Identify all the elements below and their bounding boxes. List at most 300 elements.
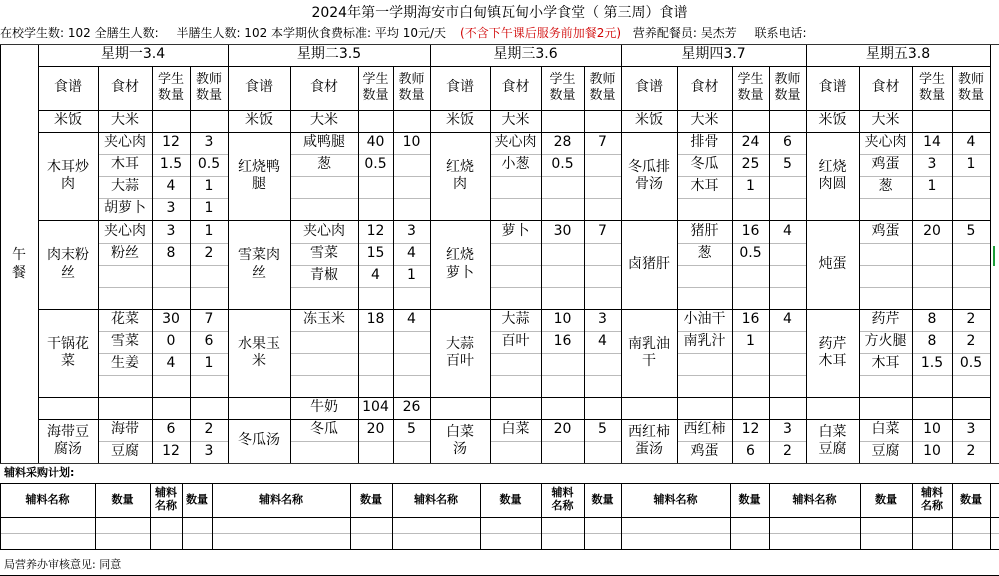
teacher-qty: 7	[204, 311, 214, 328]
review-opinion: 局营养办审核意见: 同意	[4, 557, 122, 571]
ingredient-name: 咸鸭腿	[303, 134, 345, 151]
student-qty	[541, 353, 584, 375]
teacher-qty: 4	[783, 311, 792, 328]
ingredient-name: 大蒜	[501, 311, 530, 328]
grid-line	[430, 132, 621, 133]
student-qty: 18	[366, 311, 385, 328]
student-qty: 20	[366, 421, 385, 438]
col-header-students: 学生 数量	[157, 72, 184, 103]
rice-dish: 米饭	[245, 112, 273, 129]
student-qty	[358, 198, 393, 220]
grid-line	[490, 243, 621, 244]
grid-line	[677, 198, 806, 199]
col-header-ingredient: 食材	[871, 79, 900, 96]
grid-line	[98, 353, 228, 354]
grid-line	[730, 483, 731, 549]
student-qty: 1	[746, 178, 755, 195]
grid-line	[621, 132, 806, 133]
student-qty: 3	[927, 156, 937, 173]
teacher-qty: 7	[598, 222, 607, 239]
ingredient-name: 鸡蛋	[871, 222, 900, 239]
student-qty: 104	[362, 399, 389, 416]
ingredient-name	[290, 375, 358, 397]
ingredient-name: 雪菜	[111, 333, 139, 350]
student-qty	[358, 331, 393, 353]
ingredient-name: 粉丝	[111, 245, 139, 262]
student-qty: 1	[746, 333, 755, 350]
student-qty	[541, 243, 584, 265]
grid-line	[0, 44, 999, 45]
teacher-qty	[952, 287, 990, 309]
ingredient-name: 葱	[878, 178, 893, 195]
ingredient-name: 牛奶	[310, 399, 338, 416]
dish-name: 冬瓜汤	[238, 432, 280, 449]
grid-line	[677, 66, 678, 463]
meal-label: 午 餐	[12, 247, 26, 281]
grid-line	[290, 375, 430, 376]
grid-line	[228, 132, 430, 133]
ingredient-name	[859, 287, 912, 309]
student-qty: 16	[553, 333, 572, 350]
teacher-qty	[190, 375, 228, 397]
grid-line	[806, 44, 807, 463]
ingredient-name: 白菜	[501, 421, 530, 438]
rice-ingredient: 大米	[690, 112, 719, 129]
ingredient-name	[490, 287, 541, 309]
dish-name: 海带豆 腐汤	[47, 423, 89, 457]
grid-line	[350, 483, 351, 549]
grid-line	[98, 154, 228, 155]
grid-line	[732, 66, 733, 463]
ingredient-name: 木耳	[690, 178, 719, 195]
aux-header: 辅料名称	[792, 492, 837, 506]
grid-line	[393, 66, 394, 463]
col-header-dish: 食谱	[245, 79, 273, 96]
student-qty	[152, 287, 190, 309]
teacher-qty: 1	[966, 156, 976, 173]
teacher-qty	[952, 375, 990, 397]
student-qty	[912, 265, 952, 287]
grid-line	[806, 419, 990, 420]
teacher-qty: 5	[966, 222, 976, 239]
teacher-qty	[769, 265, 806, 287]
student-qty	[152, 265, 190, 287]
student-qty	[732, 375, 769, 397]
teacher-qty: 1	[204, 178, 214, 195]
ingredient-name: 白菜	[871, 421, 900, 438]
teacher-qty: 1	[204, 200, 214, 217]
ingredient-name: 海带	[111, 421, 139, 438]
grid-line	[912, 483, 913, 549]
grid-line	[952, 483, 953, 549]
teacher-qty: 4	[783, 222, 792, 239]
col-header-dish: 食谱	[446, 79, 474, 96]
col-header-ingredient: 食材	[501, 79, 530, 96]
student-qty: 4	[166, 178, 176, 195]
grid-line	[430, 220, 621, 221]
col-header-teachers: 教师 数量	[398, 72, 425, 103]
aux-header: 辅料名称	[25, 492, 70, 506]
student-qty: 0.5	[364, 156, 387, 173]
dish-name: 肉末粉 丝	[47, 247, 89, 281]
ingredient-name	[677, 375, 732, 397]
dish-name: 冬瓜排 骨汤	[628, 158, 670, 192]
student-qty	[912, 198, 952, 220]
teacher-qty: 3	[407, 222, 416, 239]
ingredient-name	[859, 375, 912, 397]
info-line	[0, 24, 821, 44]
ingredient-name: 夹心肉	[303, 222, 345, 239]
grid-line	[990, 483, 991, 549]
teacher-qty: 5	[407, 421, 416, 438]
grid-line	[0, 483, 1, 549]
grid-line	[290, 154, 430, 155]
grid-line	[621, 309, 806, 310]
teacher-qty	[584, 176, 621, 198]
dish-name: 红烧 肉圆	[818, 158, 847, 192]
student-qty: 0	[166, 333, 176, 350]
student-qty: 8	[927, 333, 937, 350]
ingredient-name	[677, 265, 732, 287]
grid-line	[769, 483, 770, 549]
ingredient-name	[490, 265, 541, 287]
teacher-qty	[769, 287, 806, 309]
ingredient-name: 夹心肉	[494, 134, 537, 151]
grid-line	[38, 419, 228, 420]
grid-line	[806, 397, 990, 398]
teacher-qty	[769, 176, 806, 198]
dish-name: 红烧 萝卜	[446, 247, 474, 281]
teacher-qty: 3	[598, 311, 607, 328]
grid-line	[38, 66, 228, 67]
ingredient-name: 鸡蛋	[690, 443, 719, 460]
dish-name: 药芹 木耳	[818, 335, 847, 369]
dish-name: 干锅花 菜	[47, 335, 89, 369]
grid-line	[859, 353, 990, 354]
teacher-qty	[584, 198, 621, 220]
student-qty	[732, 353, 769, 375]
day-header: 星期四3.7	[681, 46, 746, 63]
ingredient-name: 南乳汁	[683, 333, 726, 350]
teacher-qty: 6	[783, 134, 792, 151]
rice-dish: 米饭	[446, 112, 474, 129]
grid-line	[95, 483, 96, 549]
grid-line	[290, 66, 291, 463]
col-header-teachers: 教师 数量	[589, 72, 616, 103]
student-qty: 12	[741, 421, 760, 438]
ingredient-name: 夹心肉	[104, 134, 146, 151]
ingredient-name: 木耳	[111, 156, 139, 173]
student-qty: 3	[166, 222, 176, 239]
grid-line	[859, 265, 990, 266]
ingredient-name	[290, 331, 358, 353]
dish-name: 卤猪肝	[628, 255, 670, 272]
teacher-qty	[769, 243, 806, 265]
teacher-qty: 1	[407, 267, 416, 284]
grid-line	[290, 198, 430, 199]
student-qty	[358, 176, 393, 198]
ingredient-name: 猪肝	[690, 222, 719, 239]
ingredient-name	[490, 243, 541, 265]
col-header-students: 学生 数量	[918, 72, 945, 103]
ingredient-name: 药芹	[871, 311, 900, 328]
ingredient-name	[490, 397, 541, 419]
rice-ingredient: 大米	[310, 112, 338, 129]
dish-name: 水果玉 米	[238, 335, 280, 369]
ingredient-name: 萝卜	[501, 222, 530, 239]
teacher-qty: 2	[204, 245, 214, 262]
teacher-qty	[952, 243, 990, 265]
grid-line	[430, 419, 621, 420]
student-qty: 20	[553, 421, 572, 438]
ingredient-name: 夹心肉	[104, 222, 146, 239]
teacher-qty	[393, 176, 430, 198]
grid-line	[621, 220, 806, 221]
student-qty: 30	[162, 311, 180, 328]
teacher-qty	[393, 331, 430, 353]
teacher-qty	[584, 397, 621, 419]
ingredient-name	[490, 198, 541, 220]
ingredient-name: 冬瓜	[690, 156, 719, 173]
fee-note: (不含下午课后服务前加餐2元)	[460, 26, 622, 40]
student-qty: 16	[741, 222, 760, 239]
grid-line	[98, 198, 228, 199]
student-qty: 1.5	[159, 156, 183, 173]
ingredient-name: 百叶	[501, 333, 530, 350]
grid-line	[621, 397, 806, 398]
teacher-qty: 3	[204, 134, 214, 151]
student-qty	[912, 287, 952, 309]
grid-line	[490, 331, 621, 332]
grid-line	[621, 483, 622, 549]
grid-line	[859, 331, 990, 332]
grid-line	[290, 176, 430, 177]
student-qty: 4	[371, 267, 380, 284]
col-header-teachers: 教师 数量	[957, 72, 984, 103]
teacher-qty	[952, 198, 990, 220]
grid-line	[98, 243, 228, 244]
grid-line	[228, 66, 430, 67]
student-qty	[152, 375, 190, 397]
aux-header: 辅料名称	[414, 492, 458, 506]
grid-line	[38, 44, 39, 463]
grid-line	[152, 66, 153, 463]
student-qty: 24	[741, 134, 760, 151]
grid-line	[490, 441, 621, 442]
student-qty: 1	[927, 178, 937, 195]
grid-line	[430, 44, 431, 463]
grid-line	[0, 549, 999, 550]
dish-name: 大蒜 百叶	[446, 335, 474, 369]
student-qty	[541, 198, 584, 220]
teacher-qty	[190, 397, 228, 419]
teacher-qty: 0.5	[197, 156, 221, 173]
student-qty	[912, 243, 952, 265]
grid-line	[98, 375, 228, 376]
grid-line	[98, 66, 99, 463]
ingredient-name: 豆腐	[871, 443, 900, 460]
dish-name: 红烧 肉	[446, 158, 474, 192]
col-header-teachers: 教师 数量	[195, 72, 222, 103]
student-qty: 10	[923, 443, 941, 460]
menu-table	[0, 44, 999, 570]
ingredient-name	[859, 198, 912, 220]
teacher-qty	[393, 375, 430, 397]
teacher-qty: 2	[783, 443, 792, 460]
teacher-qty: 5	[783, 156, 792, 173]
student-qty	[732, 397, 769, 419]
student-qty: 0.5	[551, 156, 574, 173]
student-qty	[541, 287, 584, 309]
ingredient-name: 鸡蛋	[871, 156, 900, 173]
teacher-qty	[952, 265, 990, 287]
grid-line	[38, 132, 228, 133]
ingredient-name	[490, 176, 541, 198]
ingredient-name	[98, 265, 152, 287]
aux-header: 辅料 名称	[155, 486, 177, 512]
student-qty: 28	[553, 134, 572, 151]
rice-ingredient: 大米	[871, 112, 900, 129]
grid-line	[859, 441, 990, 442]
rice-dish: 米饭	[54, 112, 82, 129]
student-qty: 14	[923, 134, 941, 151]
grid-line	[0, 44, 1, 463]
ingredient-name	[677, 353, 732, 375]
grid-line	[290, 287, 430, 288]
ingredient-name	[490, 375, 541, 397]
grid-line	[859, 154, 990, 155]
ingredient-name	[290, 287, 358, 309]
teacher-qty	[393, 353, 430, 375]
ingredient-name: 木耳	[871, 355, 900, 372]
student-qty: 0.5	[739, 245, 762, 262]
grid-line	[150, 483, 151, 549]
grid-line	[584, 483, 585, 549]
grid-line	[228, 397, 430, 398]
grid-line	[859, 287, 990, 288]
teacher-qty	[584, 375, 621, 397]
grid-line	[769, 66, 770, 463]
teacher-qty	[769, 198, 806, 220]
grid-line	[859, 176, 990, 177]
teacher-qty: 2	[204, 421, 214, 438]
grid-line	[98, 176, 228, 177]
grid-line	[290, 331, 430, 332]
ingredient-name: 雪菜	[310, 245, 338, 262]
teacher-qty: 10	[402, 134, 421, 151]
grid-line	[38, 309, 228, 310]
grid-line	[430, 309, 621, 310]
col-header-ingredient: 食材	[111, 79, 139, 96]
col-header-dish: 食谱	[54, 79, 82, 96]
student-qty	[732, 265, 769, 287]
grid-line	[212, 483, 213, 549]
grid-line	[290, 441, 430, 442]
teacher-qty: 3	[783, 421, 792, 438]
teacher-qty	[769, 397, 806, 419]
aux-header: 数量	[960, 492, 982, 506]
teacher-qty	[393, 287, 430, 309]
teacher-qty	[584, 441, 621, 463]
dish-name	[621, 397, 677, 419]
grid-line	[430, 110, 621, 111]
grid-line	[677, 331, 806, 332]
aux-header: 辅料名称	[653, 492, 698, 506]
col-header-students: 学生 数量	[737, 72, 764, 103]
grid-line	[677, 375, 806, 376]
grid-line	[621, 419, 806, 420]
grid-line	[290, 243, 430, 244]
student-qty: 12	[162, 443, 180, 460]
ingredient-name: 胡萝卜	[104, 200, 146, 217]
dish-name: 南乳油 干	[628, 335, 670, 369]
student-qty	[541, 375, 584, 397]
teacher-qty	[584, 154, 621, 176]
grid-line	[677, 265, 806, 266]
student-qty: 12	[162, 134, 180, 151]
ingredient-name	[290, 198, 358, 220]
grid-line	[430, 397, 621, 398]
dish-name: 雪菜肉 丝	[238, 247, 280, 281]
teacher-qty	[584, 353, 621, 375]
rice-ingredient: 大米	[501, 112, 530, 129]
student-qty	[912, 375, 952, 397]
ingredient-name	[290, 353, 358, 375]
ingredient-name: 生姜	[111, 355, 139, 372]
teacher-qty	[584, 287, 621, 309]
teacher-qty: 3	[966, 421, 976, 438]
teacher-qty: 1	[204, 222, 214, 239]
student-qty	[152, 397, 190, 419]
grid-line	[541, 483, 542, 549]
grid-line	[859, 243, 990, 244]
grid-line	[228, 419, 430, 420]
teacher-qty	[584, 265, 621, 287]
ingredient-name: 方火腿	[864, 333, 907, 350]
rice-ingredient: 大米	[111, 112, 139, 129]
student-qty: 6	[166, 421, 176, 438]
grid-line	[860, 483, 861, 549]
grid-line	[806, 309, 990, 310]
grid-line	[952, 66, 953, 463]
teacher-qty: 1	[204, 355, 214, 372]
grid-line	[490, 353, 621, 354]
student-qty	[732, 198, 769, 220]
grid-line	[541, 66, 542, 463]
dish-name: 红烧鸭 腿	[238, 158, 280, 192]
dish-name	[38, 397, 98, 419]
aux-header: 数量	[186, 492, 208, 506]
ingredient-name	[859, 265, 912, 287]
ingredient-name	[490, 441, 541, 463]
grid-line	[228, 44, 229, 463]
grid-line	[98, 287, 228, 288]
teacher-qty: 2	[966, 443, 976, 460]
teacher-qty	[769, 353, 806, 375]
student-qty	[541, 441, 584, 463]
dish-name: 炖蛋	[818, 255, 847, 272]
grid-line	[98, 331, 228, 332]
student-qty: 25	[741, 156, 760, 173]
ingredient-name: 小油干	[683, 311, 726, 328]
student-qty: 8	[927, 311, 937, 328]
student-qty: 8	[166, 245, 176, 262]
aux-header: 数量	[591, 492, 614, 506]
ingredient-name	[98, 397, 152, 419]
student-qty	[912, 397, 952, 419]
grid-line	[392, 483, 393, 549]
dish-name	[806, 397, 859, 419]
